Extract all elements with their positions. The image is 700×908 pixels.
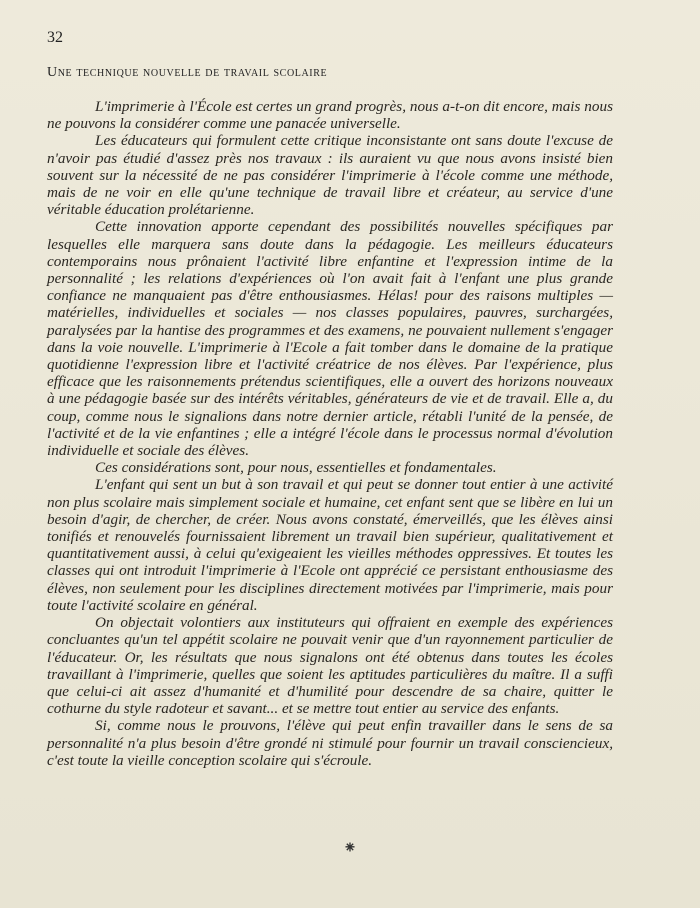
paragraph: Les éducateurs qui formulent cette critique inconsistante ont sans doute l'excuse de n'avoir pas étudié d'assez près nos travaux : ils auraient vu que nous avons insisté bien souvent sur la nécessité de ne pas considérer l'imprimerie à l'école comme une méthode, mais de ne voir en elle qu'une technique de travail libre et créateur, au service d'une véritable éducation prolétarienne. [47, 132, 613, 219]
paragraph: Si, comme nous le prouvons, l'élève qui peut enfin travailler dans le sens de sa personnalité n'a plus besoin d'être grondé ni stimulé pour fournir un travail consciencieux, c'est toute la vieille conception scolaire qui s'écroule. [47, 717, 613, 769]
page-number: 32 [47, 29, 63, 46]
paragraph: L'imprimerie à l'École est certes un grand progrès, nous a-t-on dit encore, mais nous ne pouvons la considérer comme une panacée universelle. [47, 98, 613, 133]
article-body [47, 98, 613, 769]
paragraph: Ces considérations sont, pour nous, essentielles et fondamentales. [95, 459, 497, 477]
asterism-ornament: ⁕ [342, 838, 358, 858]
paragraph: L'enfant qui sent un but à son travail et qui peut se donner tout entier à une activité non plus scolaire mais simplement sociale et humaine, cet enfant sent que se libère en lui un besoin d'agir, de chercher, de créer. Nous avons constaté, émerveillés, que les élèves ainsi tonifiés et renouvelés fournissaient librement un travail bien supérieur, qualitativement et quantitativement aussi, à celui qu'exigeaient les vieilles méthodes oppressives. Et toutes les classes qui ont introduit l'imprimerie à l'Ecole ont apprécié ce persistant enthousiasme des élèves, non seulement pour les disciplines directement motivées par l'imprimerie, mais pour toute l'activité scolaire en général. [47, 476, 613, 614]
paragraph: On objectait volontiers aux instituteurs qui offraient en exemple des expériences concluantes qu'un tel appétit scolaire ne pouvait venir que d'un rayonnement particulier de l'éducateur. Or, les résultats que nous signalons ont été obtenus dans toutes les écoles travaillant à l'imprimerie, quelles que soient les aptitudes particulières du maître. Il a suffi que celui-ci ait assez d'humanité et d'humilité pour descendre de sa chaire, quitter le cothurne du style radoteur et savant... et se mettre tout entier au service des enfants. [47, 614, 613, 718]
section-heading: Une technique nouvelle de travail scolaire [47, 65, 328, 80]
paragraph: Cette innovation apporte cependant des possibilités nouvelles spécifiques par lesquelles elle marquera sans doute dans la pédagogie. Les meilleurs éducateurs contemporains nous prônaient l'activité libre enfantine et l'expression intime de la personnalité ; les relations d'expériences où l'on avait fait à l'enfant une plus grande confiance ne manquaient pas d'être enthousiasmes. Hélas! pour des raisons multiples — matérielles, individuelles et sociales — nos classes populaires, pauvres, surchargées, paralysées par la hantise des programmes et des examens, ne pouvaient nullement s'engager dans la voie nouvelle. L'imprimerie à l'Ecole a fait tomber dans le domaine de la pratique quotidienne l'expression libre et l'activité créatrice de nos élèves. Par l'expérience, plus efficace que les raisonnements prétendus scientifiques, elle a ouvert des horizons nouveaux à une pédagogie basée sur des intérêts véritables, générateurs de vie et de travail. Elle a, du coup, comme nous le signalions dans notre dernier article, rétabli l'unité de la pensée, de l'activité et de la vie enfantines ; elle a intégré l'école dans le processus normal d'évolution individuelle et sociale des élèves. [47, 218, 613, 460]
